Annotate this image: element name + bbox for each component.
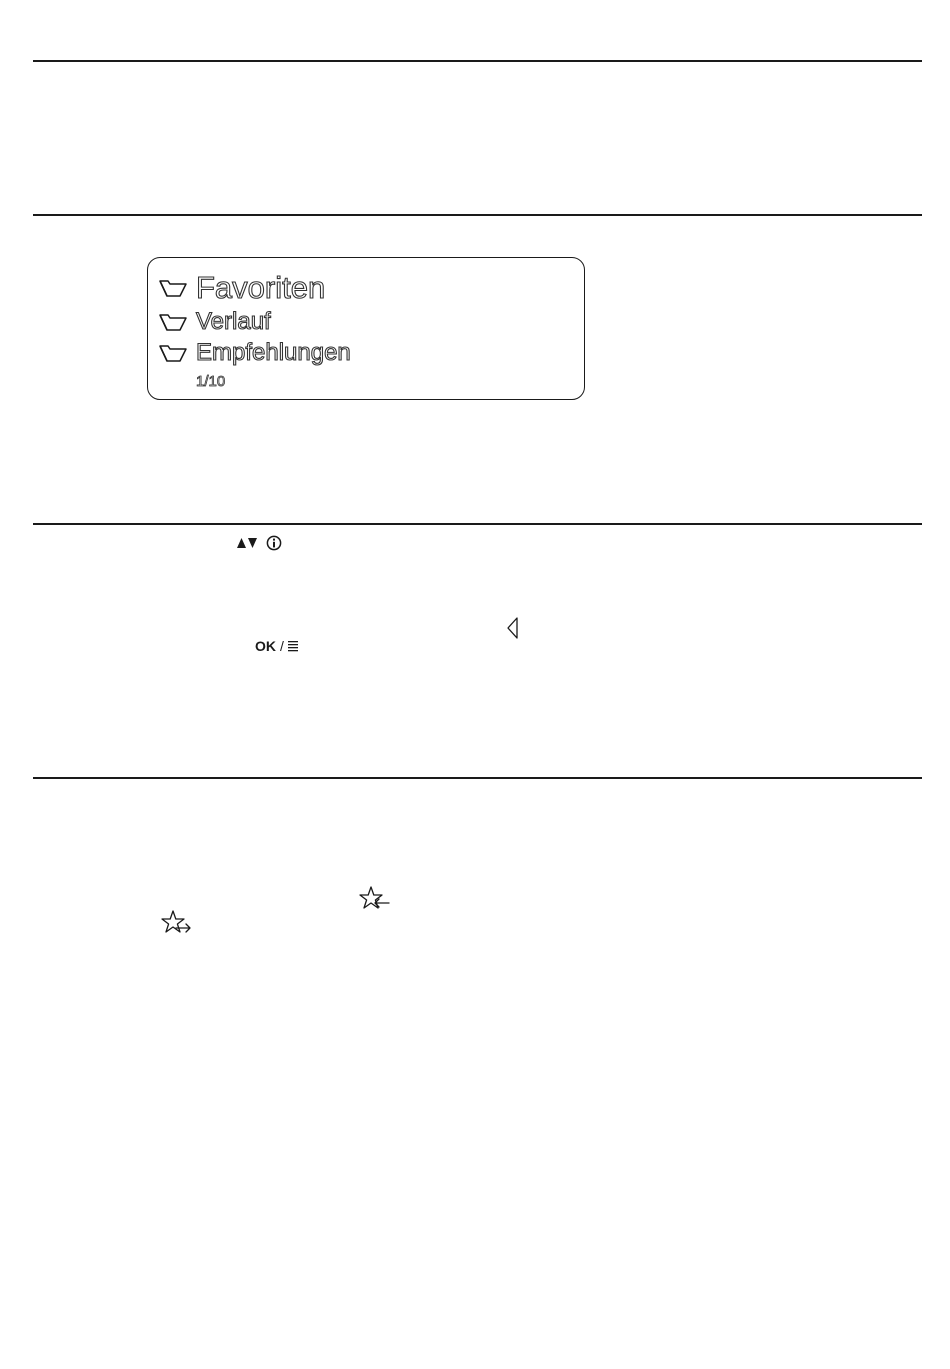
page-indicator: 1/10 — [196, 373, 226, 390]
menu-item-label: Verlauf — [196, 308, 271, 335]
lcd-display — [147, 257, 585, 400]
menu-item-favoriten — [158, 272, 325, 303]
menu-item-label: Empfehlungen — [196, 339, 351, 366]
folder-icon — [158, 311, 188, 333]
ok-key-label: OK — [255, 638, 276, 654]
menu-item-verlauf — [158, 310, 271, 334]
menu-item-empfehlungen — [158, 341, 351, 365]
folder-icon — [158, 277, 188, 299]
divider-rule-4 — [33, 777, 922, 779]
info-icon — [266, 535, 282, 551]
folder-icon — [158, 342, 188, 364]
divider-rule-2 — [33, 214, 922, 216]
star-in-icon — [358, 885, 390, 913]
divider-rule-3 — [33, 523, 922, 525]
up-down-arrow-icon — [236, 537, 258, 549]
key-separator: / — [280, 638, 284, 654]
back-triangle-icon — [505, 616, 520, 640]
list-icon — [287, 640, 299, 652]
ok-list-key-combo — [255, 639, 299, 653]
menu-item-label: Favoriten — [196, 270, 326, 305]
star-out-icon — [160, 909, 192, 937]
divider-rule-1 — [33, 60, 922, 62]
